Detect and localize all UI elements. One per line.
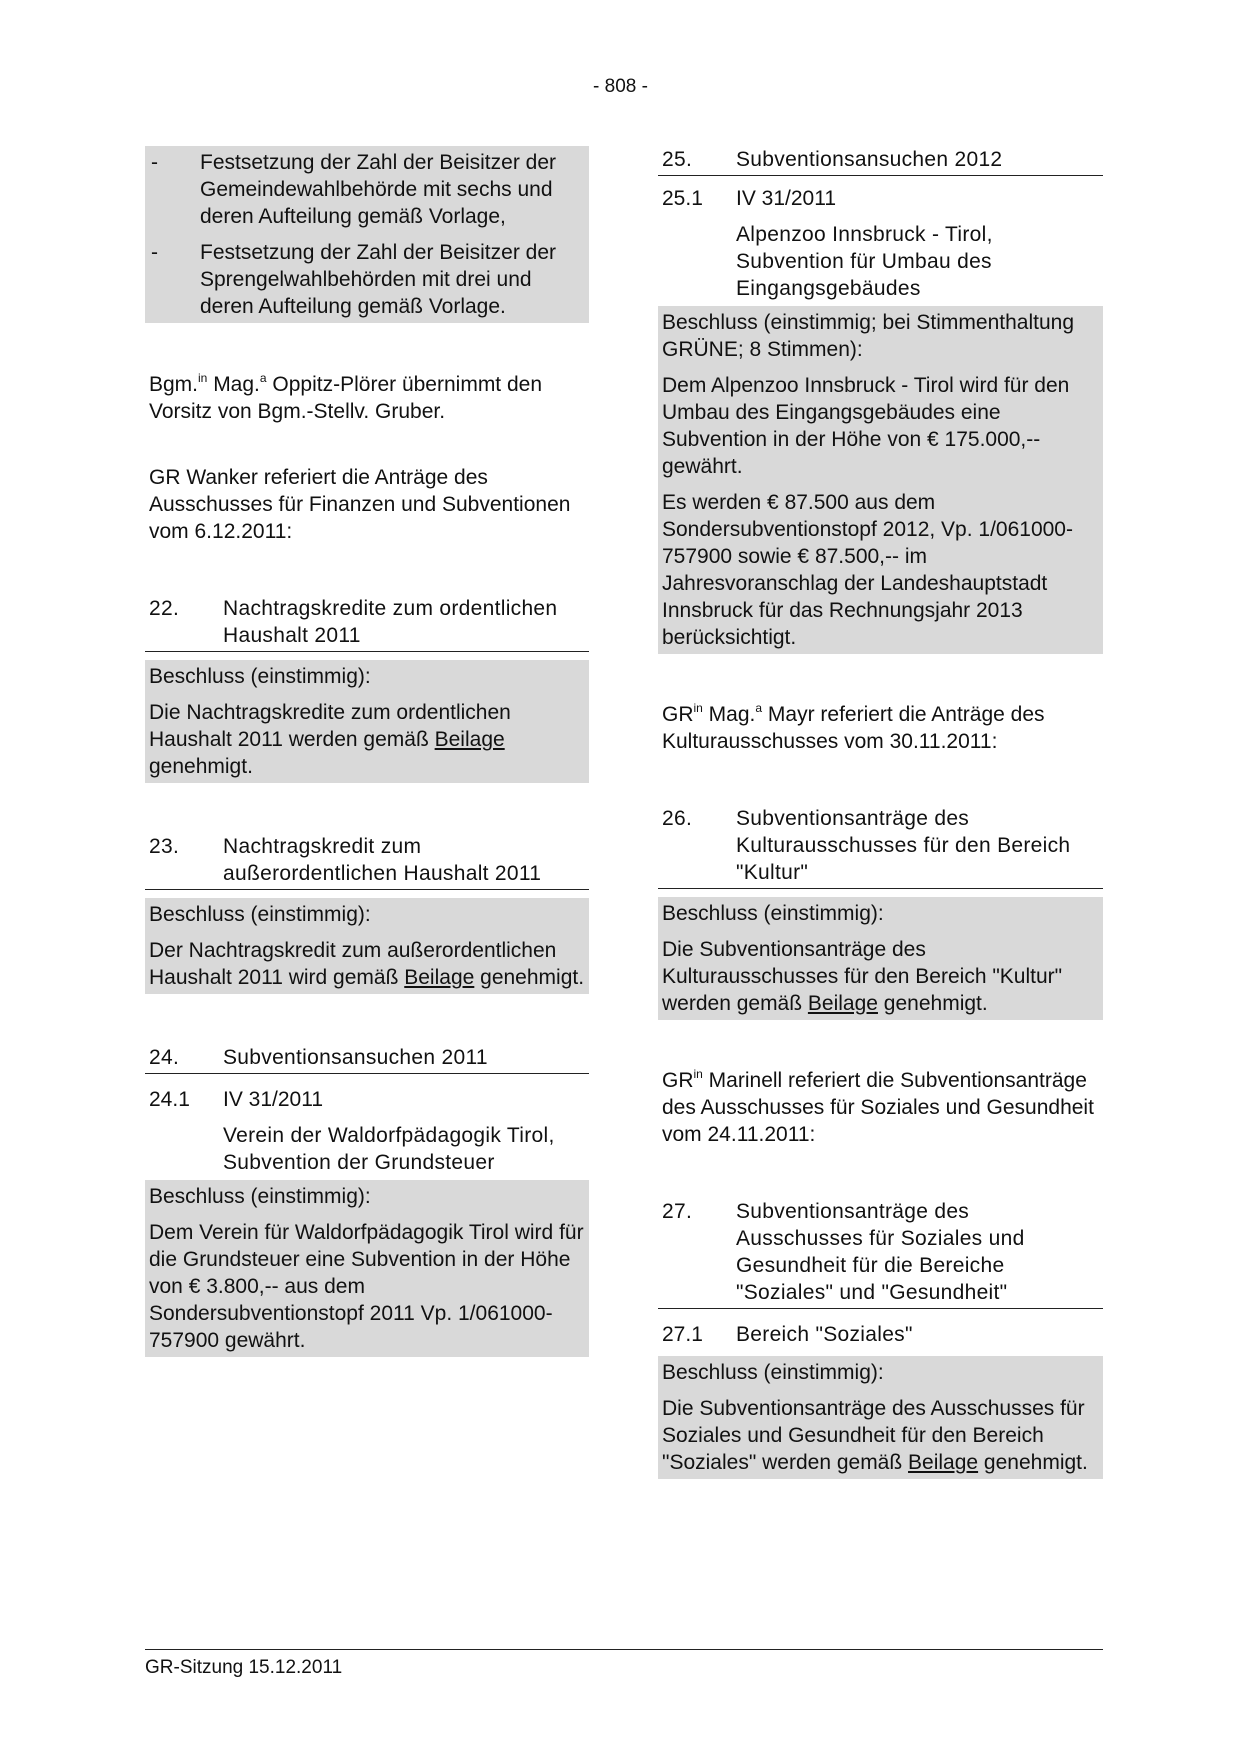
decision-text: Die Nachtragskredite zum ordentlichen Haushalt 2011 werden gemäß Beilage genehmigt. bbox=[149, 701, 511, 778]
beschluss-label: Beschluss (einstimmig): bbox=[662, 902, 884, 925]
decision-box-24 bbox=[145, 1180, 589, 1357]
sub-item-24-1: 24.1 IV 31/2011 bbox=[149, 1088, 324, 1111]
beilage-link[interactable]: Beilage bbox=[404, 966, 475, 989]
beschluss-label: Beschluss (einstimmig): bbox=[149, 1185, 371, 1208]
chair-change-paragraph: Bgm.$^{in}$ Mag.$^a$ Oppitz-Plörer übernimmt den Vorsitz von Bgm.-Stellv. Gruber. bbox=[149, 371, 543, 423]
decision-box-25 bbox=[658, 306, 1103, 654]
footer: GR-Sitzung 15.12.2011 bbox=[145, 1649, 1103, 1680]
item-heading-26: 26. Subventionsanträge des Kulturausschusses für den Bereich "Kultur" bbox=[658, 805, 1103, 889]
item-heading-24: 24. Subventionsansuchen 2011 bbox=[145, 1044, 589, 1074]
sub-item-description: Verein der Waldorfpädagogik Tirol, Subvention der Grundsteuer bbox=[223, 1124, 555, 1174]
right-column bbox=[658, 146, 1103, 1479]
item-heading-22: 22. Nachtragskredite zum ordentlichen Haushalt 2011 bbox=[145, 595, 589, 652]
item-heading-23: 23. Nachtragskredit zum außerordentlichen Haushalt 2011 bbox=[145, 833, 589, 890]
decision-text: Der Nachtragskredit zum außerordentlichen Haushalt 2011 wird gemäß Beilage genehmigt. bbox=[149, 939, 585, 989]
decision-text: Dem Alpenzoo Innsbruck - Tirol wird für den Umbau des Eingangsgebäudes eine Subvention in der Höhe von € 175.000,-- gewährt. bbox=[662, 374, 1070, 478]
list-item: - Festsetzung der Zahl der Beisitzer der Gemeindewahlbehörde mit sechs und deren Aufteilung gemäß Vorlage, bbox=[151, 151, 556, 228]
sub-item-27-1: 27.1 Bereich "Soziales" bbox=[662, 1323, 913, 1346]
decision-text: Die Subventionsanträge des Kulturausschusses für den Bereich "Kultur" werden gemäß Beilage genehmigt. bbox=[662, 938, 1063, 1015]
marinell-paragraph: $GR^{in}$ Marinell referiert die Subventionsanträge des Ausschusses für Soziales und Gesundheit vom 24.11.2011: bbox=[662, 1067, 1094, 1146]
list-item: - Festsetzung der Zahl der Beisitzer der Sprengelwahlbehörden mit drei und deren Aufteilung gemäß Vorlage. bbox=[151, 241, 556, 318]
beilage-link[interactable]: Beilage bbox=[434, 728, 505, 751]
beilage-link[interactable]: Beilage bbox=[908, 1451, 979, 1474]
decision-text: Es werden € 87.500 aus dem Sondersubventionstopf 2012, Vp. 1/061000-757900 sowie € 87.500,-- im Jahresvoranschlag der Landeshauptstadt Innsbruck für das Rechnungsjahr 2013 berücksichtigt. bbox=[662, 491, 1073, 649]
decision-box-23 bbox=[145, 898, 589, 994]
wanker-paragraph: GR Wanker referiert die Anträge des Ausschusses für Finanzen und Subventionen vom 6.12.2011: bbox=[149, 466, 571, 543]
decision-box-26 bbox=[658, 897, 1103, 1020]
decision-text: Die Subventionsanträge des Ausschusses für Soziales und Gesundheit für den Bereich "Soziales" werden gemäß Beilage genehmigt. bbox=[662, 1397, 1088, 1474]
beschluss-label: Beschluss (einstimmig): bbox=[149, 903, 371, 926]
beschluss-label: Beschluss (einstimmig): bbox=[149, 665, 371, 688]
beschluss-label: Beschluss (einstimmig; bei Stimmenthaltung GRÜNE; 8 Stimmen): bbox=[662, 311, 1075, 361]
sub-item-description: Alpenzoo Innsbruck - Tirol, Subvention für Umbau des Eingangsgebäudes bbox=[736, 223, 993, 300]
mayr-paragraph: $GR^{in}$ Mag.$^a$ Mayr referiert die Anträge des Kulturausschusses vom 30.11.2011: bbox=[662, 701, 1045, 753]
decision-box-22 bbox=[145, 660, 589, 783]
decision-text: Dem Verein für Waldorfpädagogik Tirol wird für die Grundsteuer eine Subvention in der Höhe von € 3.800,-- aus dem Sondersubventionstopf 2011 Vp. 1/061000-757900 gewährt. bbox=[149, 1221, 584, 1352]
beschluss-label: Beschluss (einstimmig): bbox=[662, 1361, 884, 1384]
item-heading-25: 25. Subventionsansuchen 2012 bbox=[658, 146, 1103, 176]
left-column bbox=[145, 146, 589, 1357]
decision-box-27 bbox=[658, 1356, 1103, 1479]
decision-box-wahlbehoerden bbox=[145, 146, 589, 323]
sub-item-25-1: 25.1 IV 31/2011 bbox=[662, 187, 837, 210]
beilage-link[interactable]: Beilage bbox=[807, 992, 878, 1015]
item-heading-27: 27. Subventionsanträge des Ausschusses für Soziales und Gesundheit für die Bereiche "Soziales" und "Gesundheit" bbox=[658, 1198, 1103, 1309]
page-number: - 808 - bbox=[593, 76, 648, 97]
